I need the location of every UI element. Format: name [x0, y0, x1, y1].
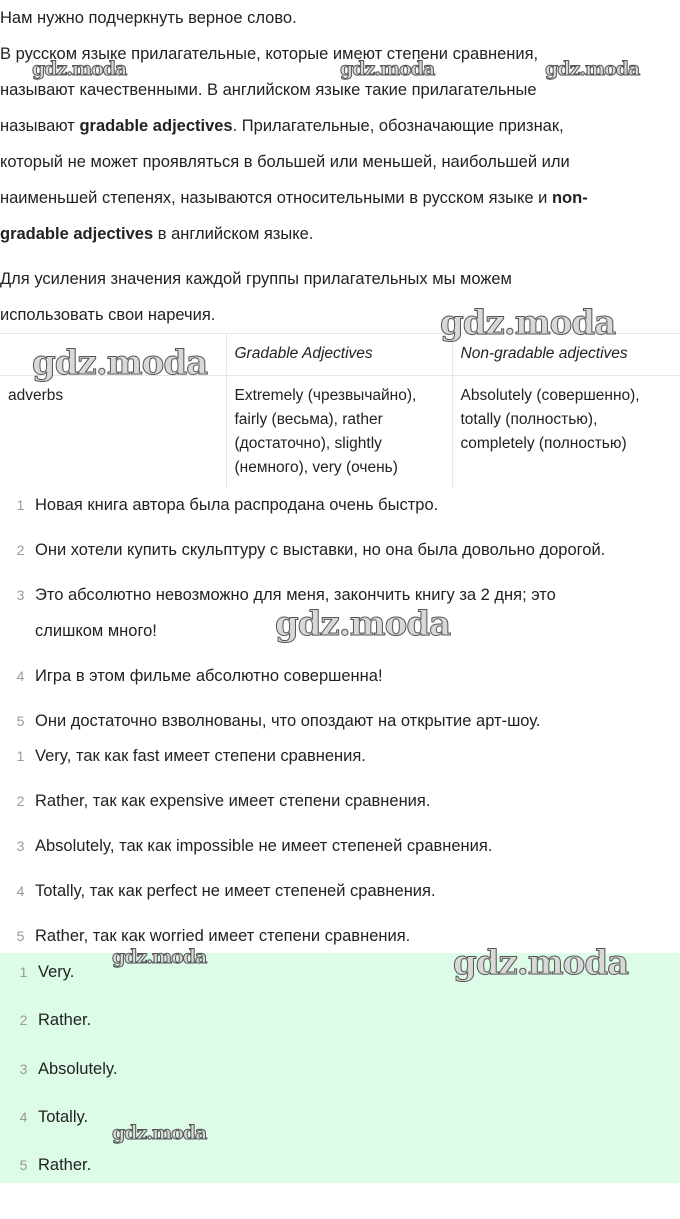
- paragraph-line: [0, 188, 588, 208]
- cell-line: (достаточно), slightly: [234, 435, 382, 452]
- watermark: gdz.moda: [112, 946, 207, 968]
- item-text: Very.: [38, 963, 75, 981]
- item-number: 2: [16, 793, 25, 809]
- cell-line: (немного), very (очень): [234, 459, 398, 476]
- item-text: Они достаточно взволнованы, что опоздают на открытие арт-шоу.: [35, 712, 541, 730]
- list-item: [0, 791, 430, 811]
- list-item: [0, 585, 556, 605]
- item-text: Rather.: [38, 1156, 92, 1174]
- paragraph-line: который не может проявляться в большей или меньшей, наибольшей или: [0, 153, 570, 171]
- watermark: gdz.moda: [340, 58, 435, 80]
- list-item: [0, 926, 410, 946]
- item-text: Totally.: [38, 1108, 89, 1126]
- list-item: [0, 711, 540, 731]
- cell-line: completely (полностью): [460, 435, 627, 452]
- bold-term: gradable adjectives: [79, 117, 233, 135]
- watermark: gdz.moda: [453, 943, 629, 983]
- bold-term: gradable adjectives: [0, 225, 154, 243]
- item-number: 1: [16, 748, 25, 764]
- table-header-cell: [0, 334, 226, 376]
- answer-item: [3, 1059, 118, 1079]
- table-row: [0, 376, 680, 489]
- cell-line: Extremely (чрезвычайно),: [234, 387, 417, 404]
- item-text: Rather, так как expensive имеет степени сравнения.: [35, 792, 431, 810]
- item-number: 3: [19, 1061, 28, 1077]
- item-text: Rather.: [38, 1011, 92, 1029]
- item-number: 1: [16, 497, 25, 513]
- item-number: 3: [16, 838, 25, 854]
- answer-item: [3, 962, 74, 982]
- paragraph-line: Для усиления значения каждой группы прилагательных мы можем: [0, 270, 512, 288]
- item-text: Новая книга автора была распродана очень быстро.: [35, 496, 439, 514]
- text: в английском языке.: [153, 225, 314, 243]
- item-text: Totally, так как perfect не имеет степеней сравнения.: [35, 882, 436, 900]
- table-cell-gradable: [226, 376, 452, 489]
- list-item: [0, 746, 366, 766]
- item-text: Они хотели купить скульптуру с выставки, но она была довольно дорогой.: [35, 541, 606, 559]
- watermark: gdz.moda: [32, 343, 208, 383]
- answer-item: [3, 1155, 91, 1175]
- item-number: 1: [19, 964, 28, 980]
- cell-line: Absolutely (совершенно),: [460, 387, 640, 404]
- list-item: [0, 540, 605, 560]
- item-text: Absolutely, так как impossible не имеет степеней сравнения.: [35, 837, 493, 855]
- item-number: 4: [16, 668, 25, 684]
- list-item: [0, 881, 436, 901]
- item-number: 5: [16, 928, 25, 944]
- table-cell-nongradable: [452, 376, 680, 489]
- bold-term: non-: [551, 189, 588, 207]
- item-number: 4: [16, 883, 25, 899]
- paragraph-line: использовать свои наречия.: [0, 306, 216, 324]
- paragraph-line: [0, 116, 564, 136]
- item-number: 5: [16, 713, 25, 729]
- list-item-continuation: слишком много!: [35, 622, 157, 640]
- answer-item: [3, 1010, 91, 1030]
- list-item: [0, 666, 383, 686]
- table-header-row: [0, 334, 680, 376]
- table-header-cell: Gradable Adjectives: [226, 334, 452, 376]
- paragraph-line: В русском языке прилагательные, которые имеют степени сравнения,: [0, 45, 539, 63]
- item-number: 5: [19, 1157, 28, 1173]
- item-text: Это абсолютно невозможно для меня, закончить книгу за 2 дня; это: [35, 586, 556, 604]
- item-number: 3: [16, 587, 25, 603]
- watermark: gdz.moda: [32, 58, 127, 80]
- item-text: Very, так как fast имеет степени сравнения.: [35, 747, 366, 765]
- watermark: gdz.moda: [112, 1122, 207, 1144]
- item-text: Игра в этом фильме абсолютно совершенна!: [35, 667, 383, 685]
- table-cell-label: adverbs: [0, 376, 226, 489]
- list-item: [0, 495, 438, 515]
- intro-text: Нам нужно подчеркнуть верное слово.: [0, 9, 297, 27]
- text: называют: [0, 117, 80, 135]
- item-text: Rather, так как worried имеет степени сравнения.: [35, 927, 411, 945]
- text: наименьшей степенях, называются относительными в русском языке и: [0, 189, 552, 207]
- item-number: 2: [19, 1012, 28, 1028]
- cell-line: fairly (весьма), rather: [234, 411, 383, 428]
- cell-line: totally (полностью),: [460, 411, 598, 428]
- watermark: gdz.moda: [440, 303, 616, 343]
- item-number: 2: [16, 542, 25, 558]
- text: . Прилагательные, обозначающие признак,: [232, 117, 564, 135]
- item-text: Absolutely.: [38, 1060, 118, 1078]
- watermark: gdz.moda: [275, 604, 451, 644]
- table-header-cell: Non-gradable adjectives: [452, 334, 680, 376]
- item-number: 4: [19, 1109, 28, 1125]
- paragraph-line: [0, 224, 313, 244]
- watermark: gdz.moda: [545, 58, 640, 80]
- answer-item: [3, 1107, 88, 1127]
- list-item: [0, 836, 492, 856]
- adverbs-table: [0, 333, 680, 488]
- paragraph-line: называют качественными. В английском языке такие прилагательные: [0, 81, 537, 99]
